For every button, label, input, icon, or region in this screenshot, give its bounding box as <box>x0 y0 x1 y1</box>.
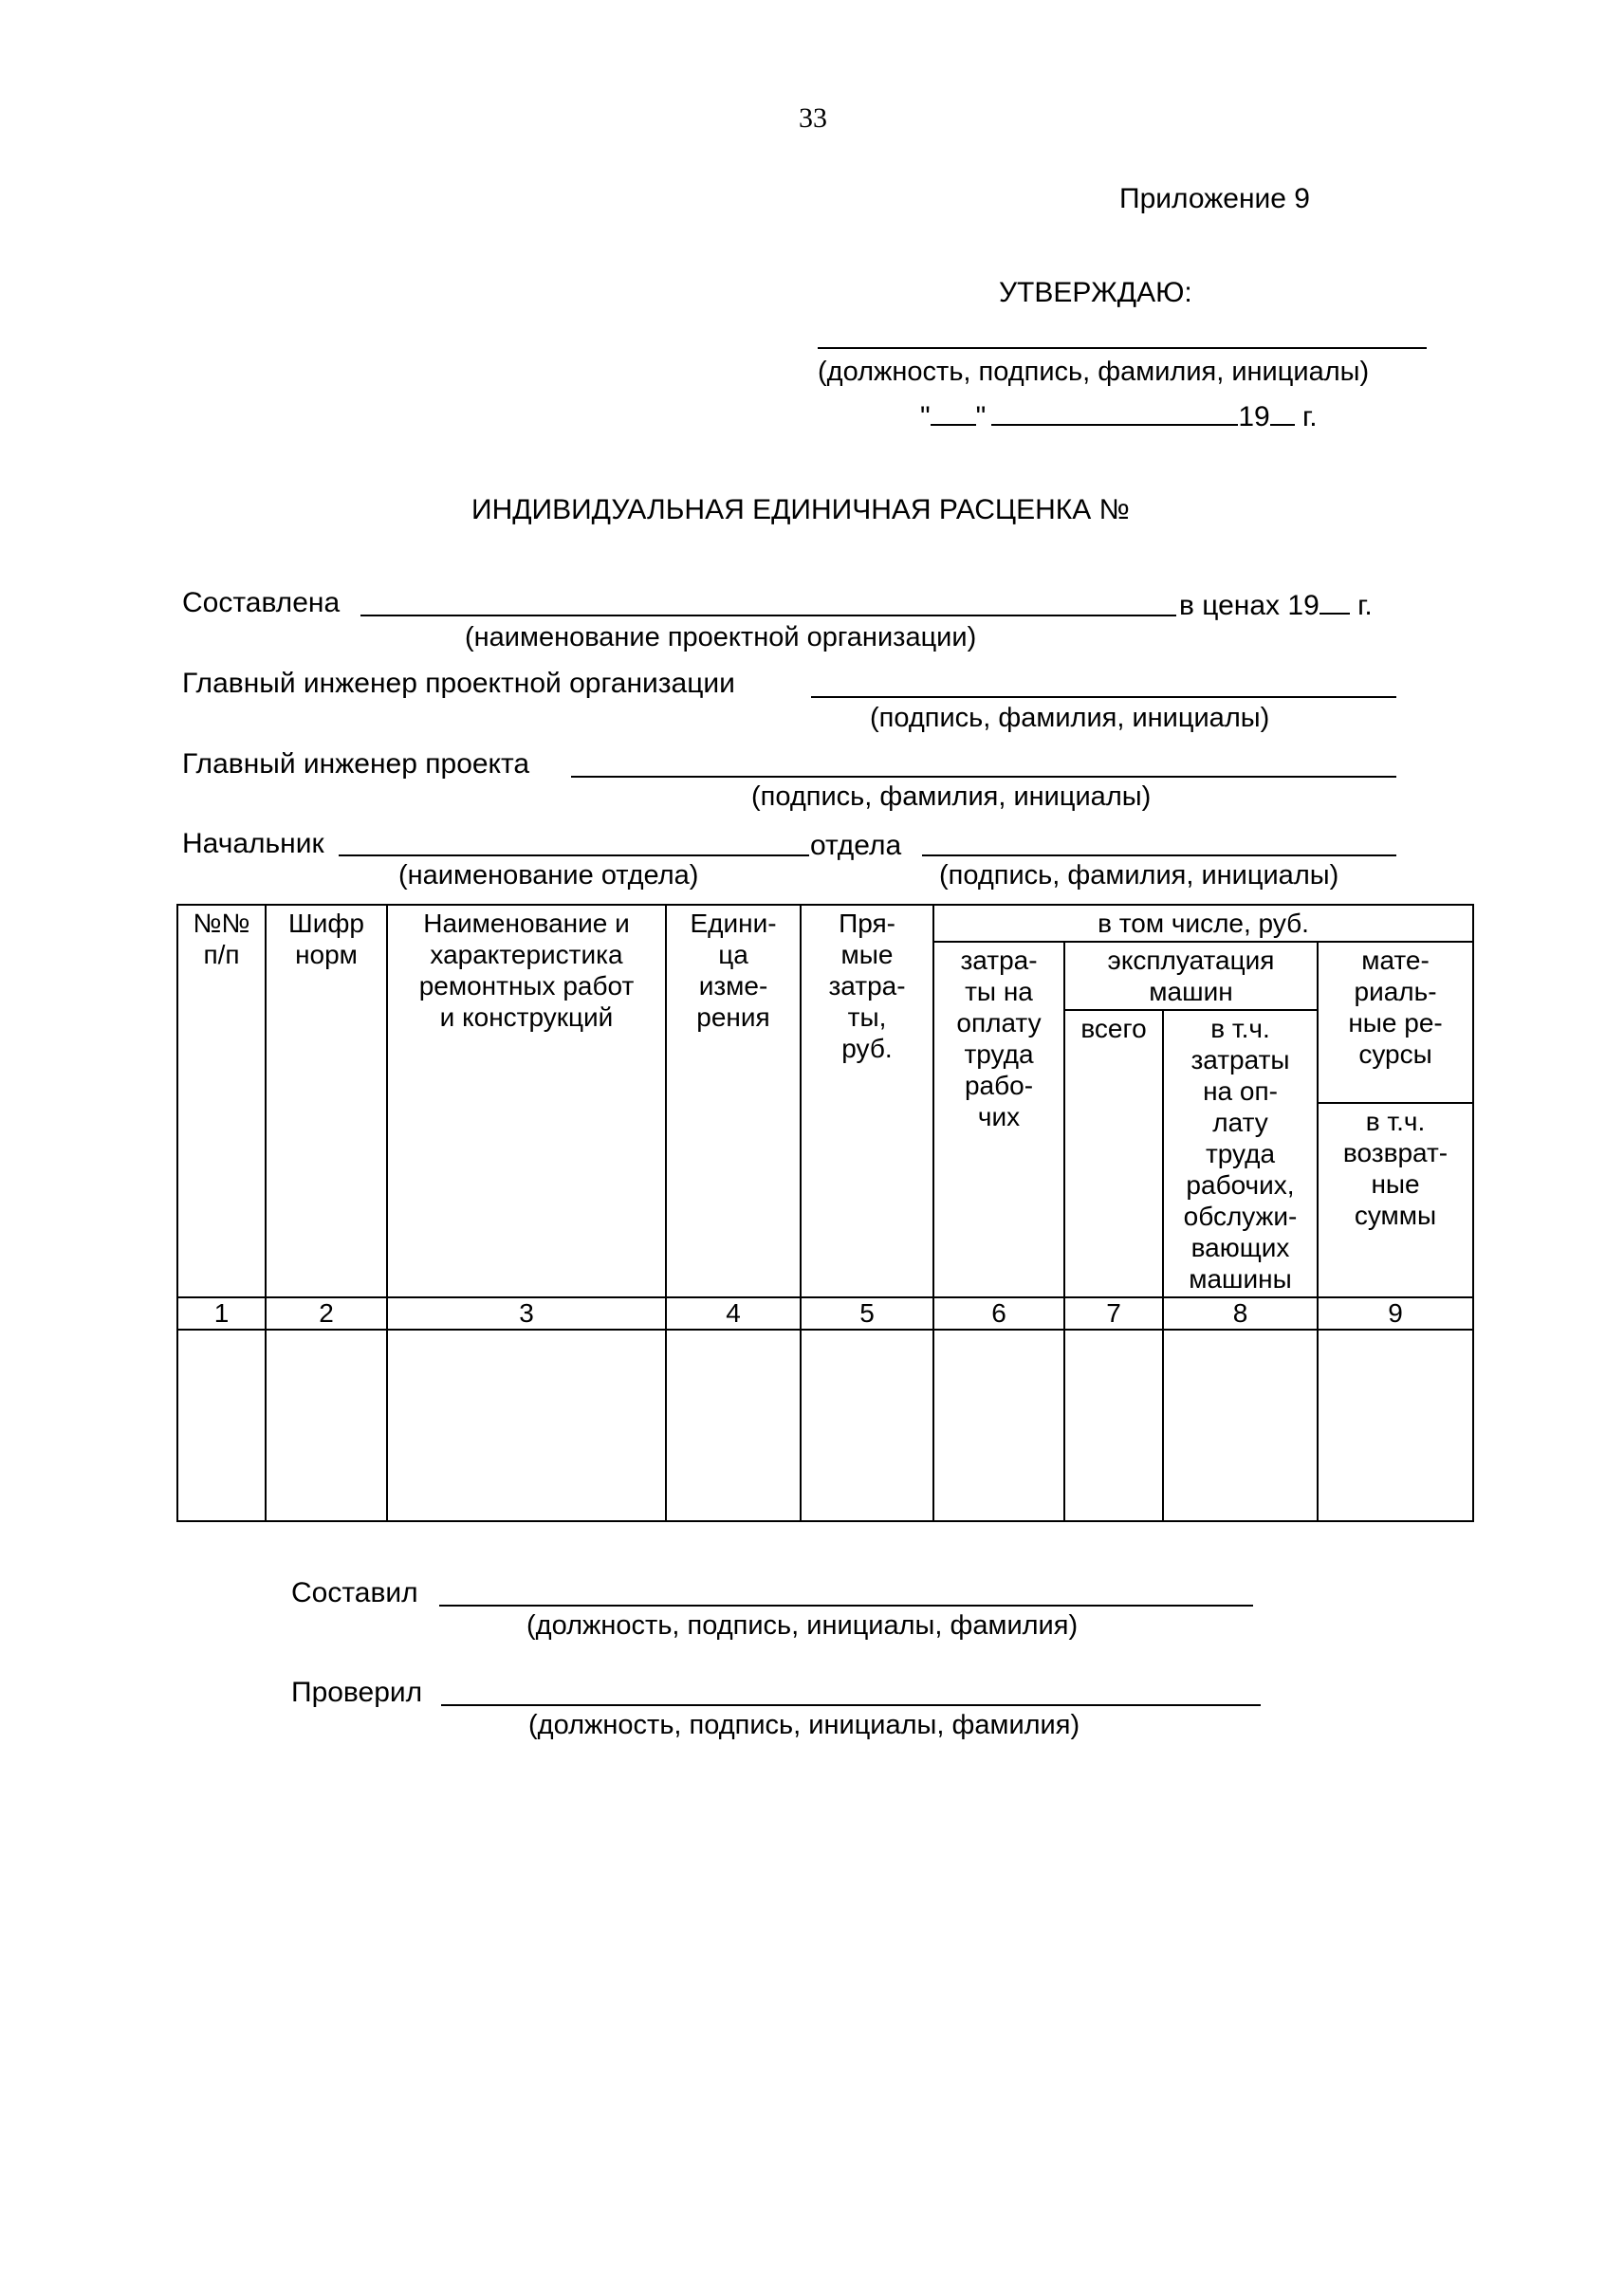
header-col-materials: мате- риаль- ные ре- сурсы <box>1318 942 1473 1103</box>
page-number: 33 <box>799 102 827 134</box>
table-cell[interactable] <box>933 1330 1064 1521</box>
date-month-blank[interactable] <box>991 423 1238 426</box>
header-col-mach-labor: в т.ч. затраты на оп- лату труда рабочих, обслужи- вающих машины <box>1163 1010 1318 1297</box>
table-cell[interactable] <box>666 1330 801 1521</box>
head-sign-line[interactable] <box>922 854 1396 856</box>
chief-org-caption: (подпись, фамилия, инициалы) <box>870 703 1270 733</box>
appendix-label: Приложение 9 <box>1119 183 1310 214</box>
col-number: 2 <box>266 1297 387 1330</box>
compiled-by-caption: (должность, подпись, инициалы, фамилия) <box>526 1610 1079 1641</box>
head-caption-dept: (наименование отдела) <box>398 860 699 891</box>
approve-date <box>920 401 1318 433</box>
col-number: 1 <box>177 1297 266 1330</box>
header-col-unit: Едини- ца изме- рения <box>666 905 801 1297</box>
header-col-code: Шифр норм <box>266 905 387 1297</box>
checked-by-caption: (должность, подпись, инициалы, фамилия) <box>528 1710 1080 1740</box>
head-label: Начальник <box>182 828 324 859</box>
compiled-by-label: Составил <box>291 1577 418 1608</box>
document-title: ИНДИВИДУАЛЬНАЯ ЕДИНИЧНАЯ РАСЦЕНКА № <box>471 494 1130 525</box>
approve-caption: (должность, подпись, фамилия, инициалы) <box>818 357 1370 387</box>
header-col-no: №№ п/п <box>177 905 266 1297</box>
col-number: 8 <box>1163 1297 1318 1330</box>
col-number: 9 <box>1318 1297 1473 1330</box>
col-number: 7 <box>1064 1297 1163 1330</box>
col-number: 6 <box>933 1297 1064 1330</box>
checked-by-label: Проверил <box>291 1677 423 1708</box>
header-group-incl: в том числе, руб. <box>933 905 1473 942</box>
head-dept-line[interactable] <box>339 854 809 856</box>
header-col-mach-total: всего <box>1064 1010 1163 1297</box>
approve-title: УТВЕРЖДАЮ: <box>999 277 1192 308</box>
date-day-blank[interactable] <box>931 423 976 426</box>
table-cell[interactable] <box>177 1330 266 1521</box>
date-suffix: г. <box>1302 401 1318 432</box>
compiled-by-line[interactable] <box>439 1605 1253 1607</box>
approve-signature-line[interactable] <box>818 347 1427 349</box>
table-cell[interactable] <box>1318 1330 1473 1521</box>
header-col-name: Наименование и характеристика ремонтных работ и конструкций <box>387 905 666 1297</box>
header-col-returnable: в т.ч. возврат- ные суммы <box>1318 1103 1473 1297</box>
head-dept-label: отдела <box>810 830 902 861</box>
table-cell[interactable] <box>387 1330 666 1521</box>
table-cell[interactable] <box>1064 1330 1163 1521</box>
header-col-labor: затра- ты на оплату труда рабо- чих <box>933 942 1064 1297</box>
compiled-caption: (наименование проектной организации) <box>465 622 977 652</box>
chief-org-line[interactable] <box>811 696 1396 698</box>
chief-proj-caption: (подпись, фамилия, инициалы) <box>751 781 1152 812</box>
col-number: 4 <box>666 1297 801 1330</box>
col-number: 5 <box>801 1297 933 1330</box>
chief-proj-line[interactable] <box>571 776 1396 778</box>
table-cell[interactable] <box>266 1330 387 1521</box>
compiled-label: Составлена <box>182 587 341 618</box>
date-year: 19 <box>1238 401 1270 432</box>
chief-proj-label: Главный инженер проекта <box>182 748 530 780</box>
table-cell[interactable] <box>1163 1330 1318 1521</box>
compiled-org-line[interactable] <box>360 615 1176 616</box>
chief-org-label: Главный инженер проектной организации <box>182 668 735 699</box>
compiled-prices-label: в ценах 19 <box>1179 590 1320 621</box>
header-col-direct: Пря- мые затра- ты, руб. <box>801 905 933 1297</box>
prices-year-blank[interactable] <box>1320 612 1350 615</box>
checked-by-line[interactable] <box>441 1704 1261 1706</box>
estimate-table <box>176 904 1474 1522</box>
date-quote-close: " <box>975 401 987 432</box>
compiled-prices <box>1179 590 1373 622</box>
head-caption-sign: (подпись, фамилия, инициалы) <box>939 860 1339 891</box>
table-cell[interactable] <box>801 1330 933 1521</box>
header-group-machines: эксплуатация машин <box>1064 942 1318 1010</box>
compiled-prices-suffix: г. <box>1357 590 1373 621</box>
date-year-blank[interactable] <box>1270 423 1295 426</box>
col-number: 3 <box>387 1297 666 1330</box>
date-quote-open: " <box>920 401 931 432</box>
